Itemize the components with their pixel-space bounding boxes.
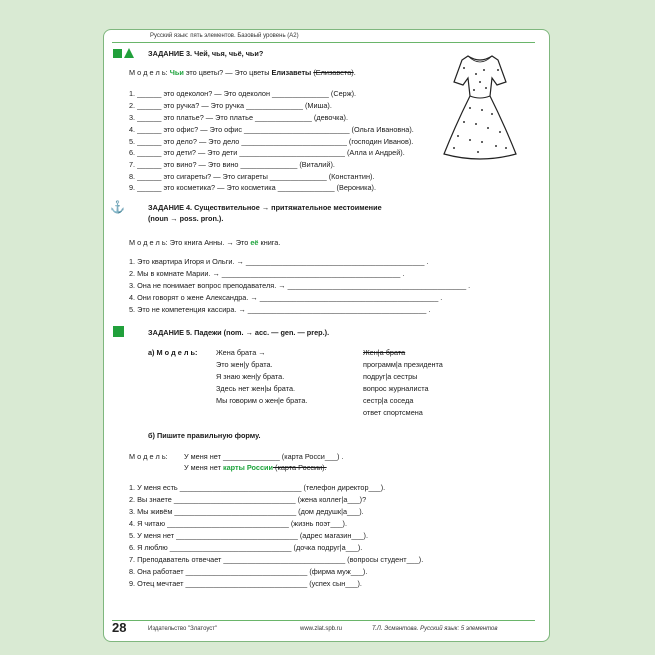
declension-line: Здесь нет жен|ы брата. bbox=[216, 384, 296, 393]
b-model-label: М о д е л ь: bbox=[129, 452, 168, 461]
noun-phrase: программ|а президента bbox=[363, 360, 443, 369]
author-credit: Т.Л. Эсмантова. Русский язык: 5 элементов bbox=[372, 626, 498, 632]
exercise-line: 9. Отец мечтает ______________________________ (успех сын___). bbox=[129, 579, 362, 588]
model-text: это цветы? — Это цветы bbox=[183, 68, 272, 77]
declension-line: Я знаю жен|у брата. bbox=[216, 372, 285, 381]
task4-model bbox=[129, 238, 280, 247]
page-number: 28 bbox=[112, 620, 127, 635]
exercise-line: 4. ______ это офис? — Это офис __________________________ (Ольга Ивановна). bbox=[129, 125, 414, 134]
task5-part-a-label: а) М о д е л ь: bbox=[148, 348, 198, 357]
exercise-line: 2. Мы в комнате Марии. → ____________________________________________ . bbox=[129, 269, 405, 278]
declension-line: Мы говорим о жен|е брата. bbox=[216, 396, 308, 405]
model-strike: (карта России). bbox=[273, 463, 327, 472]
noun-phrase: вопрос журналиста bbox=[363, 384, 429, 393]
model-answer: её bbox=[250, 238, 259, 247]
noun-phrase: Жен|а брата bbox=[363, 348, 406, 357]
exercise-line: 3. ______ это платье? — Это платье ______________ (девочка). bbox=[129, 113, 348, 122]
square-icon bbox=[113, 49, 122, 58]
website-link: www.zlat.spb.ru bbox=[300, 626, 343, 632]
task4-subtitle: (noun → poss. pron.). bbox=[148, 214, 224, 223]
exercise-line: 4. Я читаю ______________________________ (жизнь поэт___). bbox=[129, 519, 348, 528]
declension-line: Жена брата → bbox=[216, 348, 266, 357]
exercise-line: 9. ______ это косметика? — Это косметика ______________ (Вероника). bbox=[129, 183, 376, 192]
exercise-line: 2. Вы знаете ______________________________ (жена коллег|а___)? bbox=[129, 495, 367, 504]
exercise-line: 4. Они говорят о жене Александра. → ____________________________________________ . bbox=[129, 293, 443, 302]
triangle-icon bbox=[124, 48, 134, 58]
model-answer-word: Чьи bbox=[169, 68, 184, 77]
model-text: У меня нет bbox=[184, 463, 223, 472]
exercise-line: 1. Это квартира Игоря и Ольги. → ____________________________________________ . bbox=[129, 257, 429, 266]
exercise-line: 8. ______ это сигареты? — Это сигареты ______________ (Константин). bbox=[129, 172, 375, 181]
model-label: М о д е л ь: bbox=[129, 238, 168, 247]
exercise-line: 2. ______ это ручка? — Это ручка ______________ (Миша). bbox=[129, 101, 332, 110]
task5-part-b-title: б) Пишите правильную форму. bbox=[148, 431, 261, 440]
dress-illustration bbox=[440, 52, 520, 164]
exercise-line: 5. У меня нет ______________________________ (адрес магазин___). bbox=[129, 531, 369, 540]
b-model-answer bbox=[184, 463, 327, 472]
model-text: Это книга Анны. → Это bbox=[169, 238, 251, 247]
task3-model bbox=[129, 68, 356, 77]
running-header: Русский язык: пять элементов. Базовый уровень (А2) bbox=[150, 33, 299, 39]
noun-phrase: подруг|а сестры bbox=[363, 372, 418, 381]
exercise-line: 3. Мы живём ______________________________ (дом дедушк|а___). bbox=[129, 507, 364, 516]
exercise-line: 6. ______ это дети? — Это дети __________________________ (Алла и Андрей). bbox=[129, 148, 405, 157]
task3-title: ЗАДАНИЕ 3. Чей, чья, чьё, чьи? bbox=[148, 49, 264, 58]
exercise-line: 1. У меня есть ______________________________ (телефон директор___). bbox=[129, 483, 386, 492]
exercise-line: 7. Преподаватель отвечает ______________________________ (вопросы студент___). bbox=[129, 555, 424, 564]
exercise-line: 1. ______ это одеколон? — Это одеколон ______________ (Серж). bbox=[129, 89, 357, 98]
exercise-line: 7. ______ это вино? — Это вино ______________ (Виталий). bbox=[129, 160, 335, 169]
publisher: Издательство "Златоуст" bbox=[148, 626, 218, 632]
exercise-line: 5. Это не компетенция кассира. → ____________________________________________ . bbox=[129, 305, 431, 314]
header-rule bbox=[112, 42, 535, 43]
anchor-icon: ⚓ bbox=[110, 200, 125, 214]
exercise-line: 3. Она не понимает вопрос преподавателя. → ____________________________________________ . bbox=[129, 281, 471, 290]
exercise-line: 5. ______ это дело? — Это дело __________________________ (господин Иванов). bbox=[129, 137, 414, 146]
model-end: книга. bbox=[258, 238, 281, 247]
declension-line: Это жен|у брата. bbox=[216, 360, 273, 369]
noun-phrase: сестр|а соседа bbox=[363, 396, 414, 405]
footer-rule bbox=[112, 620, 535, 621]
model-answer: Елизаветы bbox=[271, 68, 312, 77]
exercise-line: 6. Я люблю ______________________________ (дочка подруг|а___). bbox=[129, 543, 363, 552]
model-label: М о д е л ь: bbox=[129, 68, 168, 77]
model-answer: карты России bbox=[222, 463, 274, 472]
noun-phrase: ответ спортсмена bbox=[363, 408, 423, 417]
exercise-line: 8. Она работает ______________________________ (фирма муж___). bbox=[129, 567, 368, 576]
task4-title: ЗАДАНИЕ 4. Существительное → притяжательное местоимение bbox=[148, 203, 382, 212]
b-model-line: У меня нет ______________ (карта Росси___) . bbox=[184, 452, 344, 461]
task5-title: ЗАДАНИЕ 5. Падежи (nom. → acc. — gen. — prep.). bbox=[148, 328, 330, 337]
square-icon bbox=[113, 326, 124, 337]
model-strike: (Елизавета) bbox=[313, 68, 354, 77]
model-end: . bbox=[353, 68, 356, 77]
